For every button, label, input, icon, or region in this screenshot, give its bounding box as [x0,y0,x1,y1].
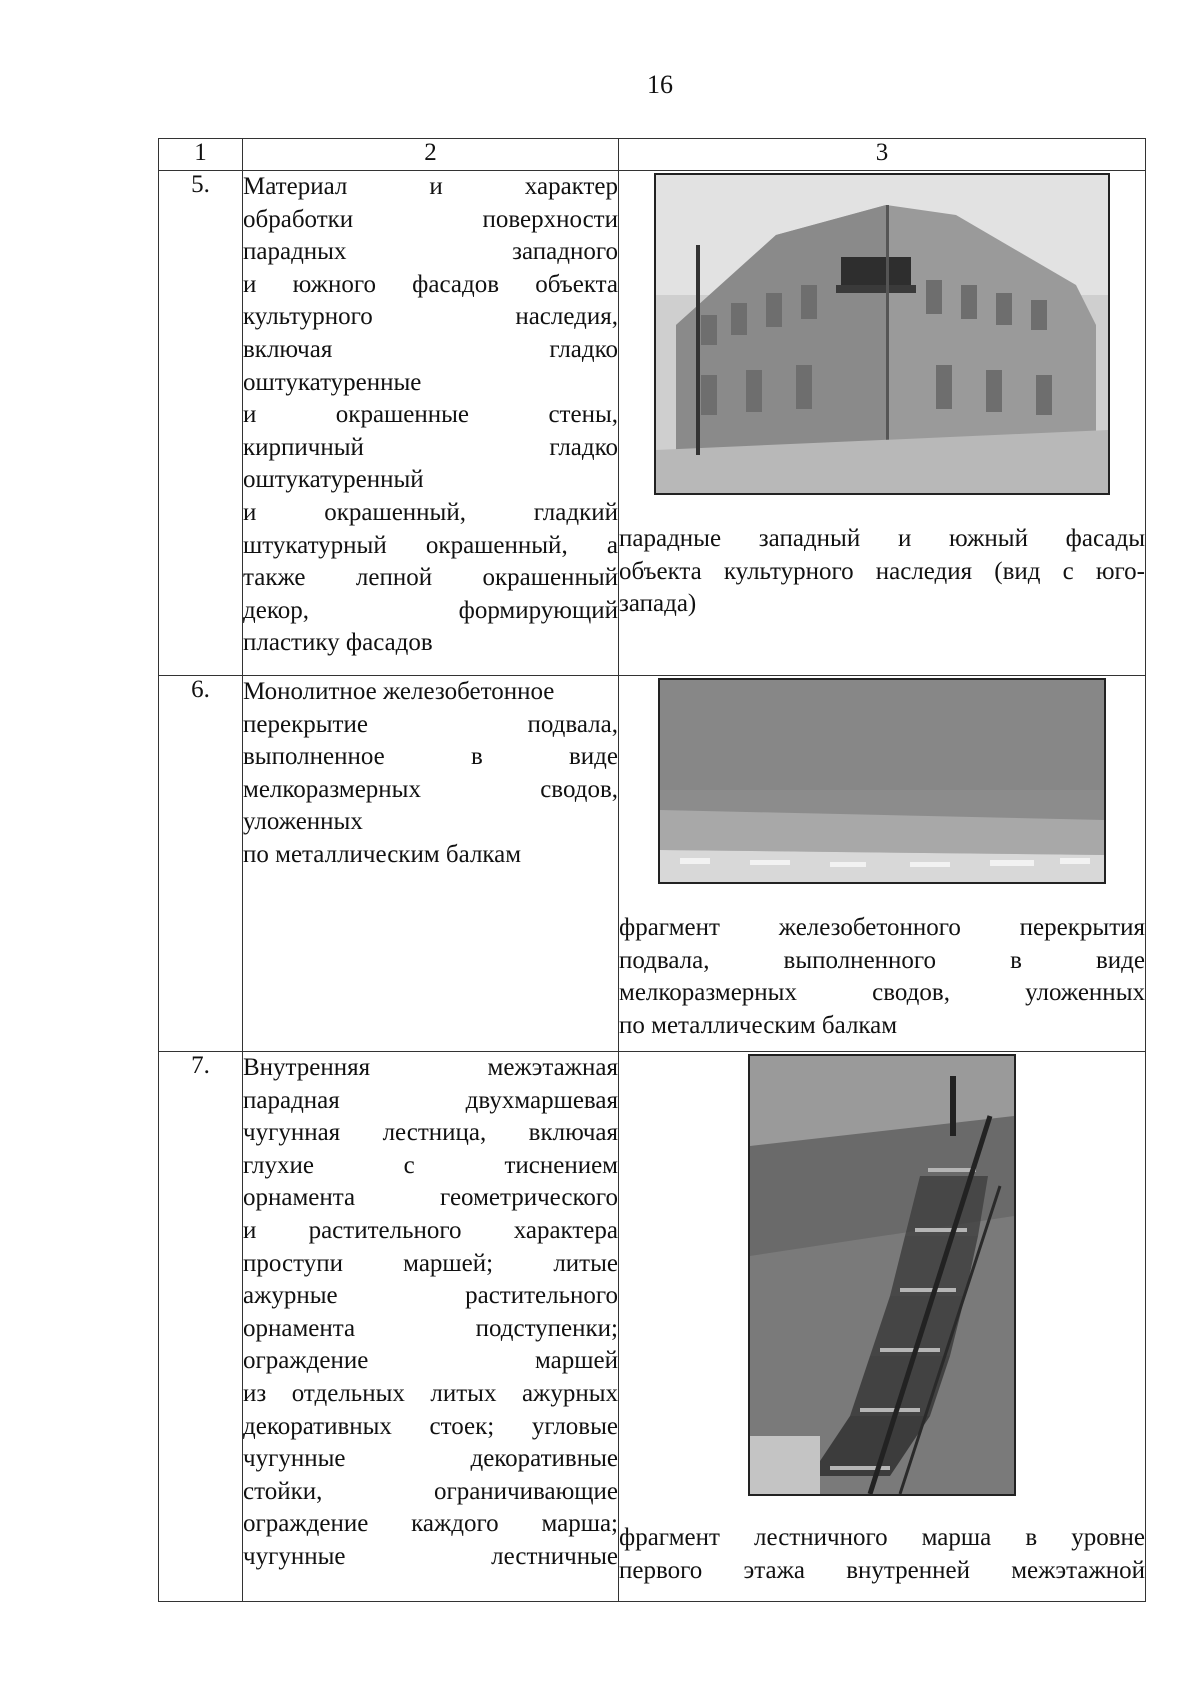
description-line: Монолитное железобетонное [243,678,555,705]
table-row [159,676,1146,1052]
building-facade-photo [654,173,1110,495]
row-number: 5. [159,171,243,676]
caption-line: мелкоразмерных сводов, уложенных [619,979,1145,1007]
row-photo-cell [619,171,1146,676]
description-line: пластику фасадов [243,629,433,657]
basement-ceiling-photo [658,678,1106,884]
description-line: штукатурный окрашенный, а [243,531,618,559]
description-line: орнамента геометрического [243,1184,618,1212]
caption-line: по металлическим балкам [619,1011,898,1039]
description-line: стойки, ограничивающие [243,1477,618,1505]
description-line: глухие с тиснением [243,1151,618,1179]
cast-iron-staircase-photo [748,1054,1016,1496]
row-photo-cell [619,1052,1146,1602]
description-line: чугунные лестничные [243,1542,618,1570]
description-line: Внутренняя межэтажная [243,1054,618,1081]
description-line: декоративных стоек; угловые [243,1412,618,1440]
caption-line: первого этажа внутренней межэтажной [619,1556,1145,1584]
row-description [243,676,619,1052]
photo-caption [619,912,1145,1042]
row-number: 6. [159,676,243,1052]
heritage-features-table [158,138,1146,1602]
description-line: орнамента подступенки; [243,1314,618,1342]
row-number: 7. [159,1052,243,1602]
description-line: проступи маршей; литые [243,1249,618,1277]
description-line: декор, формирующий [243,596,618,624]
photo-caption [619,523,1145,621]
description-line: и растительного характера [243,1216,618,1244]
description-line: парадных западного [243,238,618,266]
table-row [159,171,1146,676]
table-header-row [159,139,1146,171]
row-description [243,171,619,676]
description-line: и южного фасадов объекта [243,270,618,298]
description-line: и окрашенный, гладкий [243,498,618,526]
description-line: выполненное в виде [243,743,618,771]
description-line: также лепной окрашенный [243,564,618,592]
description-line: по металлическим балкам [243,840,522,868]
row-description [243,1052,619,1602]
description-line: обработки поверхности [243,205,618,233]
description-line: чугунные декоративные [243,1445,618,1473]
description-line: из отдельных литых ажурных [243,1379,618,1407]
column-header: 1 [159,139,243,171]
caption-line: подвала, выполненного в виде [619,946,1145,974]
photo-caption [619,1522,1145,1587]
description-line: ограждение маршей [243,1347,618,1375]
description-line: уложенных [243,808,363,836]
caption-line: фрагмент лестничного марша в уровне [619,1524,1145,1551]
description-line: ограждение каждого марша; [243,1510,618,1538]
table-row [159,1052,1146,1602]
description-line: чугунная лестница, включая [243,1119,618,1147]
description-line: перекрытие подвала, [243,710,618,738]
description-line: включая гладко [243,335,618,363]
row-photo-cell [619,676,1146,1052]
description-line: культурного наследия, [243,303,618,331]
description-line: и окрашенные стены, [243,401,618,429]
description-line: кирпичный гладко [243,433,618,461]
caption-line: парадные западный и южный фасады [619,525,1145,552]
description-line: мелкоразмерных сводов, [243,775,618,803]
column-header: 2 [243,139,619,171]
column-header: 3 [619,139,1146,171]
description-line: парадная двухмаршевая [243,1086,618,1114]
description-line: оштукатуренный [243,466,424,494]
description-line: ажурные растительного [243,1282,618,1310]
caption-line: запада) [619,590,697,618]
description-line: Материал и характер [243,173,618,200]
description-line: оштукатуренные [243,368,422,396]
page-number: 16 [647,70,673,99]
caption-line: фрагмент железобетонного перекрытия [619,914,1145,941]
caption-line: объекта культурного наследия (вид с юго- [619,557,1145,585]
